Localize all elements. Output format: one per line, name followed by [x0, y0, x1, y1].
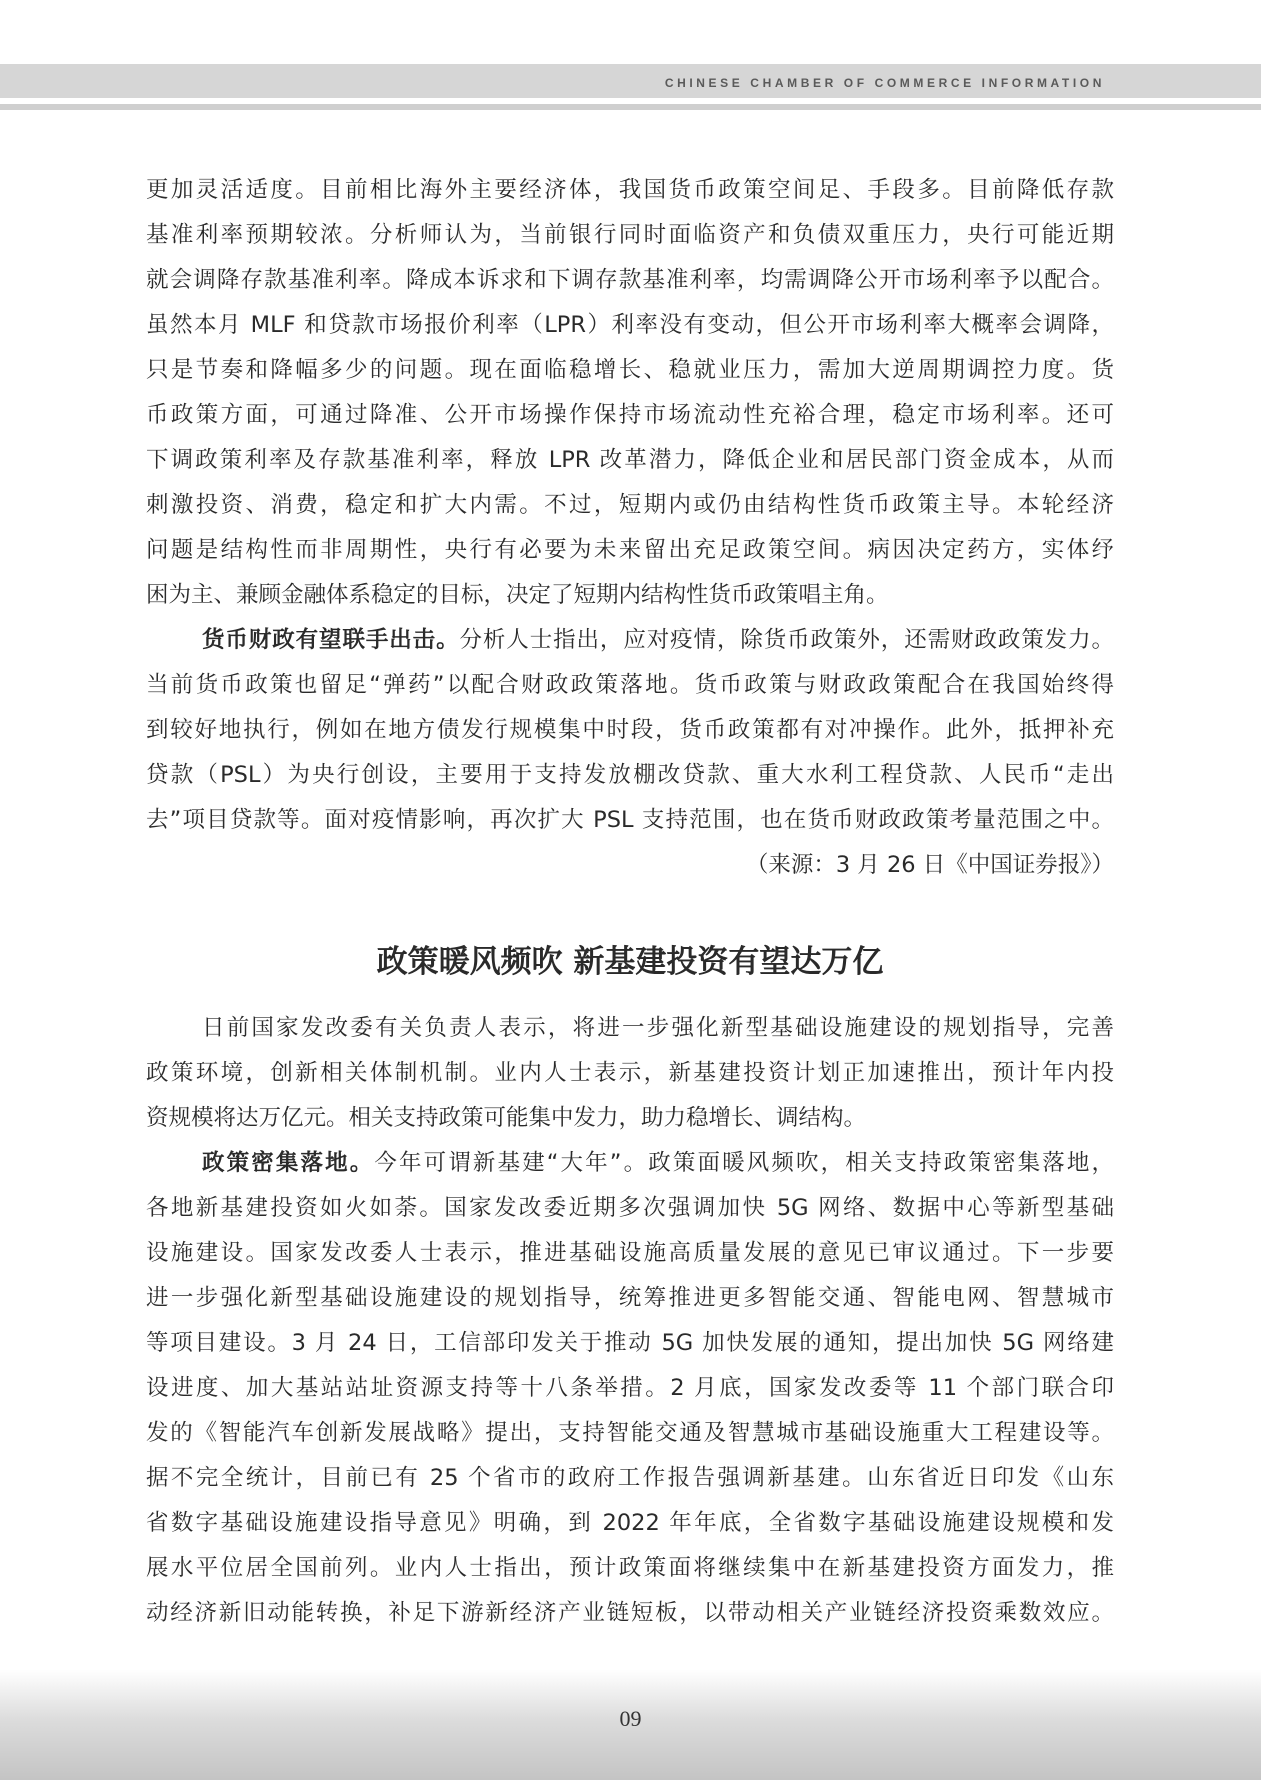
- paragraph-line: 就会调降存款基准利率。降成本诉求和下调存款基准利率，均需调降公开市场利率予以配合。: [146, 267, 1114, 293]
- paragraph-line: 展水平位居全国前列。业内人士指出，预计政策面将继续集中在新基建投资方面发力，推: [146, 1555, 1114, 1581]
- paragraph-line: 各地新基建投资如火如荼。国家发改委近期多次强调加快 5G 网络、数据中心等新型基础: [146, 1195, 1114, 1221]
- paragraph-line: 只是节奏和降幅多少的问题。现在面临稳增长、稳就业压力，需加大逆周期调控力度。货: [146, 357, 1114, 383]
- paragraph-line: 当前货币政策也留足“弹药”以配合财政政策落地。货币政策与财政政策配合在我国始终得: [146, 672, 1114, 698]
- source-citation: （来源：3 月 26 日《中国证券报》）: [745, 852, 1114, 878]
- paragraph-line: 据不完全统计，目前已有 25 个省市的政府工作报告强调新基建。山东省近日印发《山东: [146, 1465, 1114, 1491]
- paragraph-line: 到较好地执行，例如在地方债发行规模集中时段，货币政策都有对冲操作。此外，抵押补充: [146, 717, 1114, 743]
- paragraph-line: 去”项目贷款等。面对疫情影响，再次扩大 PSL 支持范围，也在货币财政政策考量范围之中。: [146, 807, 1114, 833]
- header-rule: [0, 104, 1261, 110]
- paragraph-line: 虽然本月 MLF 和贷款市场报价利率（LPR）利率没有变动，但公开市场利率大概率会调降，: [146, 312, 1114, 338]
- paragraph-line: 等项目建设。3 月 24 日，工信部印发关于推动 5G 加快发展的通知，提出加快 5G 网络建: [146, 1330, 1114, 1356]
- section-heading: 货币财政有望联手出击。: [202, 627, 460, 653]
- paragraph-text: 今年可谓新基建“大年”。政策面暖风频吹，相关支持政策密集落地，: [374, 1150, 1114, 1176]
- page-number: 09: [619, 1706, 642, 1731]
- paragraph-line: 基准利率预期较浓。分析师认为，当前银行同时面临资产和负债双重压力，央行可能近期: [146, 222, 1114, 248]
- paragraph-line: 刺激投资、消费，稳定和扩大内需。不过，短期内或仍由结构性货币政策主导。本轮经济: [146, 492, 1114, 518]
- paragraph-line: 省数字基础设施建设指导意见》明确，到 2022 年年底，全省数字基础设施建设规模和发: [146, 1510, 1114, 1536]
- paragraph-line: 发的《智能汽车创新发展战略》提出，支持智能交通及智慧城市基础设施重大工程建设等。: [146, 1420, 1114, 1446]
- paragraph-line: 动经济新旧动能转换，补足下游新经济产业链短板，以带动相关产业链经济投资乘数效应。: [146, 1600, 1114, 1626]
- paragraph-line: 更加灵活适度。目前相比海外主要经济体，我国货币政策空间足、手段多。目前降低存款: [146, 177, 1114, 203]
- paragraph-line: 设施建设。国家发改委人士表示，推进基础设施高质量发展的意见已审议通过。下一步要: [146, 1240, 1114, 1266]
- page-content: [146, 168, 1114, 1636]
- paragraph-line: 进一步强化新型基础设施建设的规划指导，统筹推进更多智能交通、智能电网、智慧城市: [146, 1285, 1114, 1311]
- paragraph-line: 币政策方面，可通过降准、公开市场操作保持市场流动性充裕合理，稳定市场利率。还可: [146, 402, 1114, 428]
- paragraph-line: 贷款（PSL）为央行创设，主要用于支持发放棚改贷款、重大水利工程贷款、人民币“走出: [146, 762, 1114, 788]
- paragraph-line: 日前国家发改委有关负责人表示，将进一步强化新型基础设施建设的规划指导，完善: [202, 1015, 1114, 1041]
- section-paragraph-first-line: [146, 1141, 1114, 1186]
- paragraph-text: 分析人士指出，应对疫情，除货币政策外，还需财政政策发力。: [459, 627, 1114, 653]
- section-paragraph-first-line: [146, 618, 1114, 663]
- paragraph-line: 政策环境，创新相关体制机制。业内人士表示，新基建投资计划正加速推出，预计年内投: [146, 1060, 1114, 1086]
- paragraph-line: 资规模将达万亿元。相关支持政策可能集中发力，助力稳增长、调结构。: [146, 1105, 867, 1131]
- header-band: [0, 64, 1261, 98]
- article-title: 政策暖风频吹 新基建投资有望达万亿: [376, 944, 884, 980]
- paragraph-line: 下调政策利率及存款基准利率，释放 LPR 改革潜力，降低企业和居民部门资金成本，从而: [146, 447, 1114, 473]
- article-2: [146, 938, 1114, 1636]
- section-heading: 政策密集落地。: [202, 1150, 375, 1176]
- paragraph-line: 困为主、兼顾金融体系稳定的目标，决定了短期内结构性货币政策唱主角。: [146, 582, 889, 608]
- paragraph-line: 问题是结构性而非周期性，央行有必要为未来留出充足政策空间。病因决定药方，实体纾: [146, 537, 1114, 563]
- paragraph-line: 设进度、加大基站站址资源支持等十八条举措。2 月底，国家发改委等 11 个部门联合印: [146, 1375, 1114, 1401]
- publication-name: CHINESE CHAMBER OF COMMERCE INFORMATION: [664, 76, 1105, 90]
- article-1-body: [146, 168, 1114, 888]
